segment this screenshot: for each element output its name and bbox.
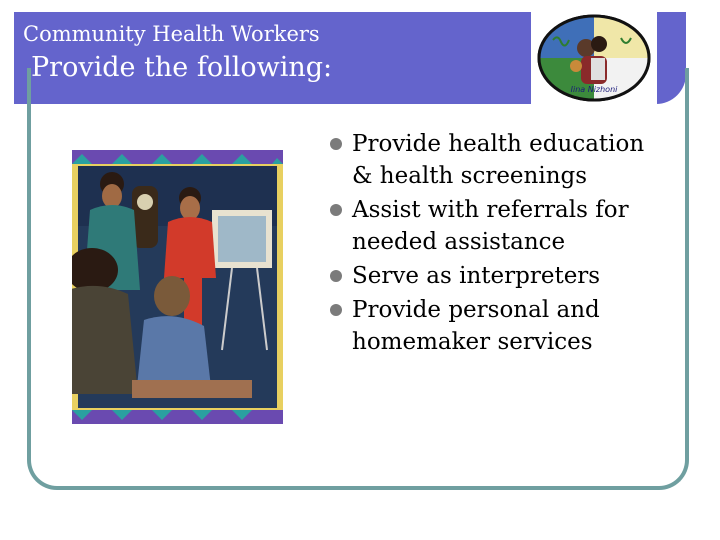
list-item <box>330 194 670 258</box>
circular-mural-logo-icon <box>531 10 657 106</box>
bullet-dot-icon <box>330 304 342 316</box>
page-subtitle: Provide the following: <box>31 52 333 83</box>
bullet-dot-icon <box>330 204 342 216</box>
bullet-dot-icon <box>330 138 342 150</box>
bullet-text: Provide personal and homemaker services <box>352 297 600 355</box>
list-item <box>330 260 670 292</box>
bullet-text: Provide health education & health screenings <box>352 131 645 189</box>
photo-health-workers-icon <box>72 150 283 424</box>
list-item <box>330 128 670 192</box>
bullet-dot-icon <box>330 270 342 282</box>
logo-text: Iina Nizhoni <box>570 85 618 94</box>
bullet-list <box>330 128 670 360</box>
list-item <box>330 294 670 358</box>
bullet-text: Assist with referrals for needed assistance <box>352 197 629 255</box>
page-title: Community Health Workers <box>23 22 320 46</box>
bullet-text: Serve as interpreters <box>352 263 601 289</box>
